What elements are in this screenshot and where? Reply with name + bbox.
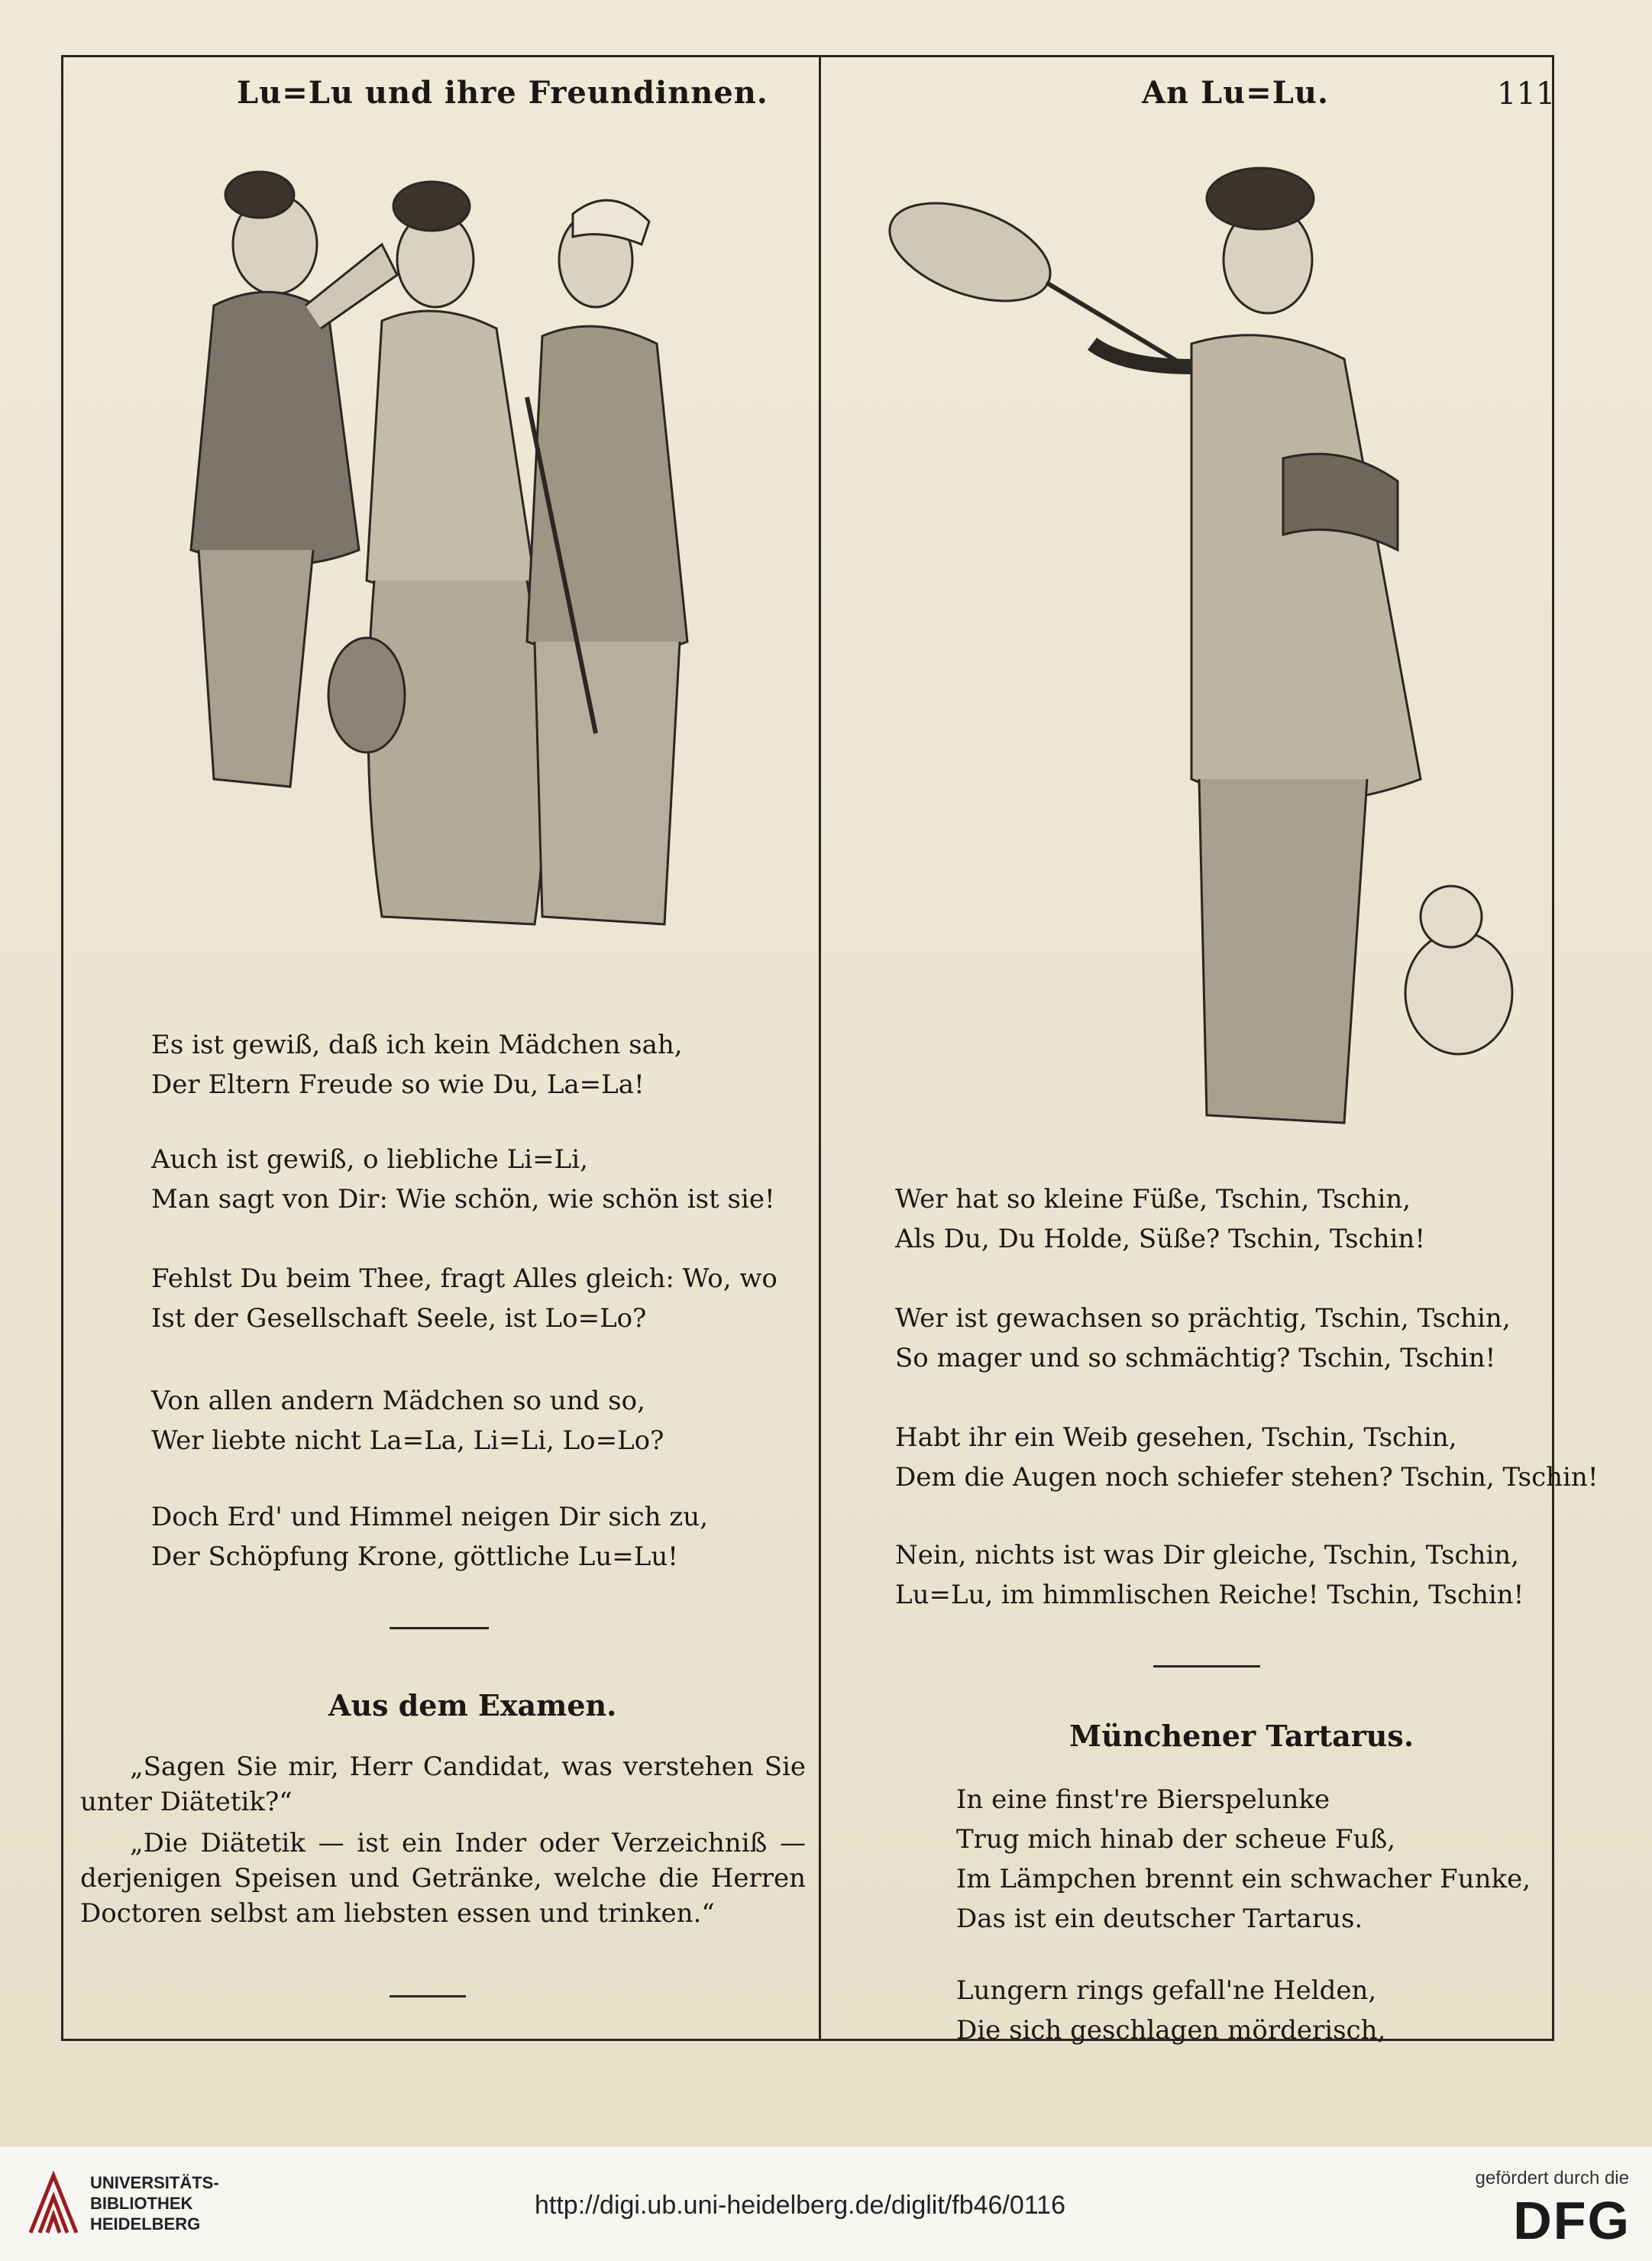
poem-line: Dem die Augen noch schiefer stehen? Tschin, Tschin!	[895, 1462, 1599, 1493]
poem-line: Der Schöpfung Krone, göttliche Lu=Lu!	[151, 1541, 678, 1572]
section-separator	[390, 1995, 466, 1997]
right-column-title: An Lu=Lu.	[1142, 75, 1329, 111]
tartarus-title: Münchener Tartarus.	[1069, 1719, 1414, 1753]
page-number: 111	[1497, 76, 1556, 112]
poem-line: In eine finst're Bierspelunke	[956, 1784, 1330, 1815]
poem-line: Das ist ein deutscher Tartarus.	[956, 1904, 1363, 1934]
funding-label: gefördert durch die	[1475, 2168, 1629, 2188]
poem-line: Im Lämpchen brennt ein schwacher Funke,	[956, 1864, 1531, 1894]
poem-line: Ist der Gesellschaft Seele, ist Lo=Lo?	[151, 1303, 647, 1334]
right-poem-stanza-4	[895, 1535, 1524, 1615]
examen-question: „Sagen Sie mir, Herr Candidat, was verstehen Sie unter Diätetik?“	[80, 1752, 806, 1817]
poem-line: Lu=Lu, im himmlischen Reiche! Tschin, Tschin!	[895, 1580, 1524, 1610]
viewer-footer	[0, 2146, 1652, 2261]
poem-line: Von allen andern Mädchen so und so,	[151, 1386, 645, 1416]
section-separator	[1153, 1665, 1260, 1667]
poem-line: Trug mich hinab der scheue Fuß,	[956, 1824, 1396, 1855]
poem-line: Wer hat so kleine Füße, Tschin, Tschin,	[895, 1184, 1411, 1215]
tartarus-stanza-2	[956, 1971, 1385, 2050]
left-poem-stanza-1	[151, 1025, 683, 1105]
university-library-logo-icon[interactable]	[23, 2168, 84, 2237]
poem-line: Die sich geschlagen mörderisch,	[956, 2015, 1386, 2046]
poem-line: Auch ist gewiß, o liebliche Li=Li,	[151, 1144, 588, 1175]
poem-line: So mager und so schmächtig? Tschin, Tschin!	[895, 1343, 1496, 1373]
right-poem-stanza-3	[895, 1418, 1599, 1497]
right-poem-stanza-1	[895, 1179, 1425, 1259]
column-divider	[819, 55, 821, 2041]
examen-answer: „Die Diätetik — ist ein Inder oder Verzeichniß — derjenigen Speisen und Getränke, welche die Herren Doctoren selbst am liebsten essen und trinken.“	[80, 1828, 806, 1929]
examen-title: Aus dem Examen.	[328, 1688, 617, 1722]
poem-line: Es ist gewiß, daß ich kein Mädchen sah,	[151, 1030, 683, 1060]
left-poem-stanza-5	[151, 1497, 708, 1577]
left-column-title: Lu=Lu und ihre Freundinnen.	[237, 75, 768, 111]
tartarus-stanza-1	[956, 1780, 1531, 1939]
poem-line: Doch Erd' und Himmel neigen Dir sich zu,	[151, 1502, 709, 1532]
left-poem-stanza-2	[151, 1140, 775, 1219]
poem-line: Nein, nichts ist was Dir gleiche, Tschin, Tschin,	[895, 1540, 1519, 1570]
left-poem-stanza-4	[151, 1381, 664, 1460]
poem-line: Wer liebte nicht La=La, Li=Li, Lo=Lo?	[151, 1425, 664, 1456]
poem-line: Fehlst Du beim Thee, fragt Alles gleich: Wo, wo	[151, 1263, 778, 1294]
section-separator	[390, 1627, 489, 1629]
library-name[interactable]: UNIVERSITÄTS- BIBLIOTHEK HEIDELBERG	[90, 2173, 219, 2234]
poem-line: Man sagt von Dir: Wie schön, wie schön ist sie!	[151, 1184, 775, 1215]
three-women-illustration	[130, 153, 756, 993]
dfg-logo[interactable]: DFG	[1513, 2191, 1631, 2250]
poem-line: Habt ihr ein Weib gesehen, Tschin, Tschin,	[895, 1422, 1457, 1453]
left-poem-stanza-3	[151, 1259, 778, 1338]
poem-line: Als Du, Du Holde, Süße? Tschin, Tschin!	[895, 1224, 1425, 1254]
poem-line: Wer ist gewachsen so prächtig, Tschin, Tschin,	[895, 1303, 1511, 1334]
lulu-illustration	[871, 153, 1543, 1146]
poem-line: Lungern rings gefall'ne Helden,	[956, 1975, 1377, 2006]
right-poem-stanza-2	[895, 1299, 1511, 1378]
poem-line: Der Eltern Freude so wie Du, La=La!	[151, 1069, 645, 1100]
permalink-url[interactable]: http://digi.ub.uni-heidelberg.de/diglit/fb46/0116	[535, 2191, 1065, 2220]
